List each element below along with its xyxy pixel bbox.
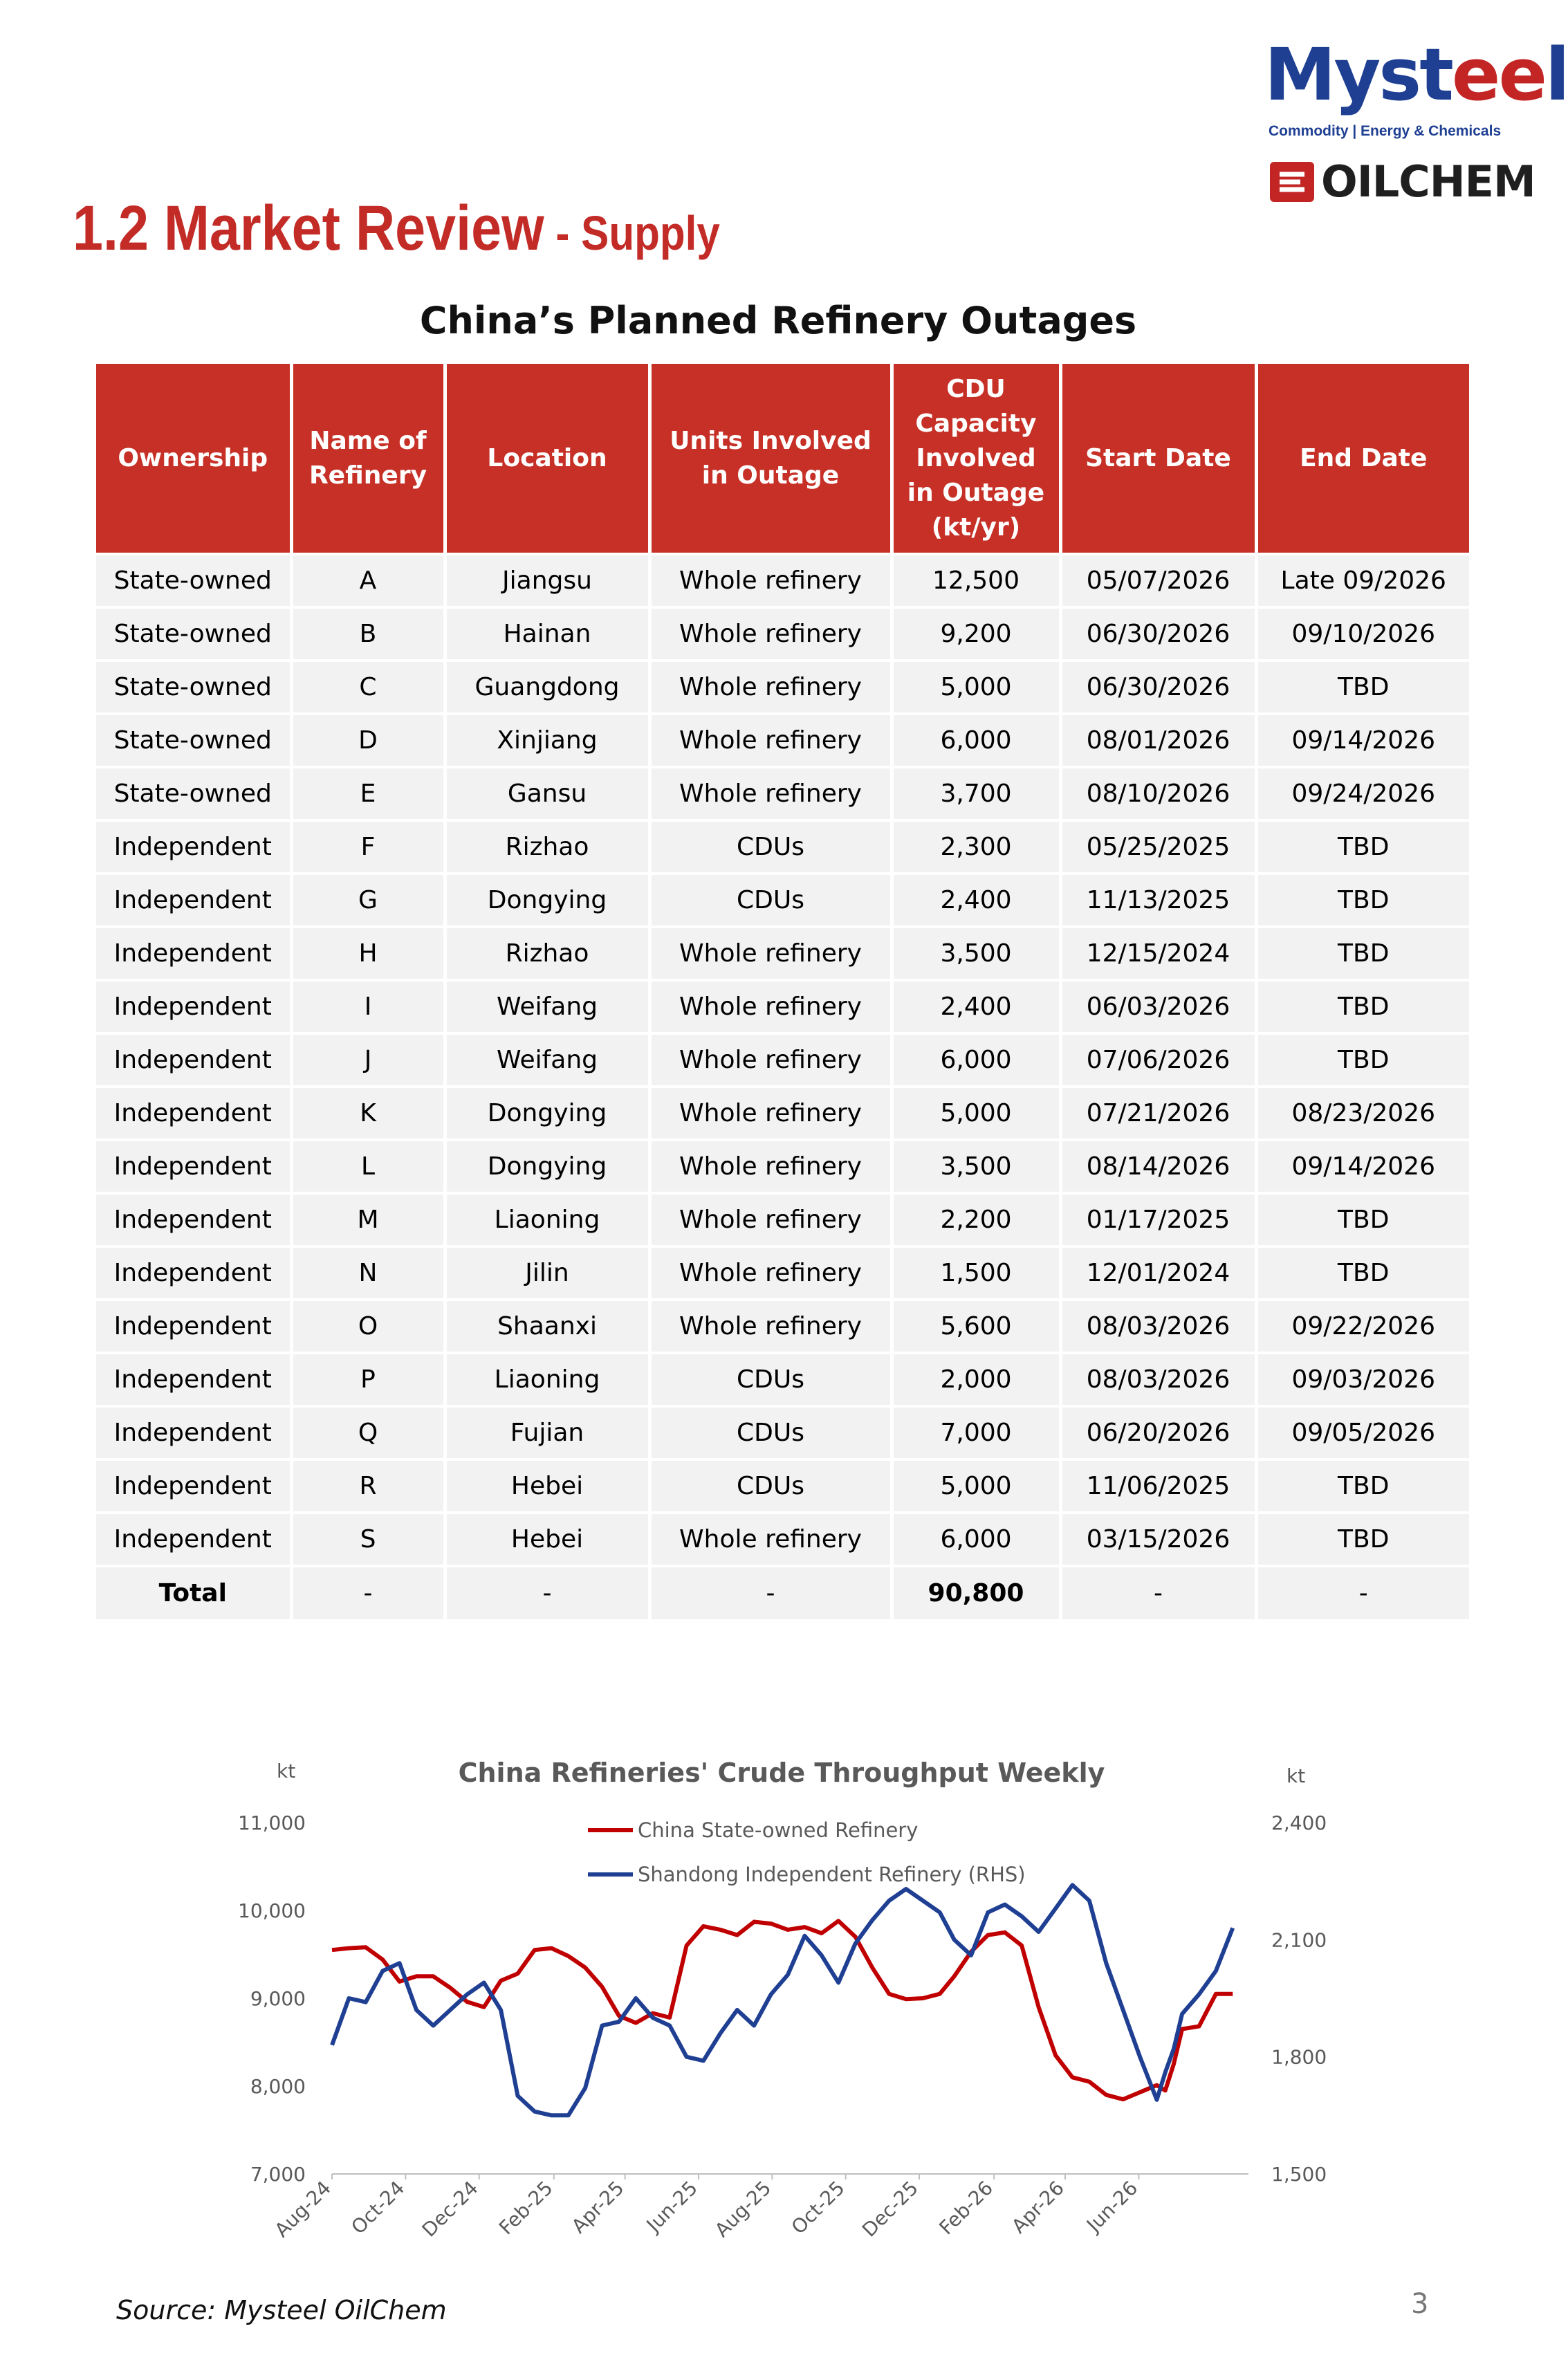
source-note: Source: Mysteel OilChem xyxy=(116,2295,447,2325)
table-cell: Whole refinery xyxy=(649,1033,892,1087)
table-cell: Independent xyxy=(96,1406,291,1459)
table-cell: Independent xyxy=(96,1140,291,1193)
table-title: China’s Planned Refinery Outages xyxy=(419,299,1137,342)
table-cell: Whole refinery xyxy=(649,714,892,767)
table-cell: G xyxy=(291,874,445,927)
total-cell: - xyxy=(1060,1566,1256,1619)
table-row xyxy=(96,714,1469,767)
table-cell: 7,000 xyxy=(892,1406,1060,1459)
table-row xyxy=(96,1513,1469,1566)
table-cell: 09/14/2026 xyxy=(1256,1140,1469,1193)
table-cell: 2,400 xyxy=(892,874,1060,927)
table-cell: State-owned xyxy=(96,661,291,714)
table-row xyxy=(96,1193,1469,1246)
table-cell: Independent xyxy=(96,980,291,1033)
table-cell: Independent xyxy=(96,1193,291,1246)
column-header: Location xyxy=(445,364,649,554)
column-header: End Date xyxy=(1256,364,1469,554)
table-cell: Whole refinery xyxy=(649,1513,892,1566)
x-tick-label: Aug-24 xyxy=(270,2176,335,2242)
table-cell: TBD xyxy=(1256,661,1469,714)
column-header: Start Date xyxy=(1060,364,1256,554)
table-row xyxy=(96,1300,1469,1353)
table-cell: Independent xyxy=(96,1246,291,1300)
table-cell: TBD xyxy=(1256,1193,1469,1246)
table-cell: 09/22/2026 xyxy=(1256,1300,1469,1353)
table-cell: Hainan xyxy=(445,607,649,661)
y-tick-label-left: 10,000 xyxy=(238,1899,306,1922)
table-cell: I xyxy=(291,980,445,1033)
company-logo xyxy=(1264,33,1568,207)
table-row xyxy=(96,1087,1469,1140)
x-tick-label: Feb-26 xyxy=(934,2176,998,2240)
table-cell: D xyxy=(291,714,445,767)
table-cell: Weifang xyxy=(445,980,649,1033)
table-cell: 5,000 xyxy=(892,1459,1060,1513)
table-cell: 09/10/2026 xyxy=(1256,607,1469,661)
table-row xyxy=(96,927,1469,980)
y-tick-label-left: 11,000 xyxy=(238,1812,306,1834)
table-cell: Jilin xyxy=(445,1246,649,1300)
table-cell: 06/30/2026 xyxy=(1060,607,1256,661)
table-cell: 05/25/2025 xyxy=(1060,820,1256,874)
series-line-state-owned xyxy=(332,1921,1233,2099)
table-cell: 9,200 xyxy=(892,607,1060,661)
table-cell: 06/03/2026 xyxy=(1060,980,1256,1033)
total-cell: 90,800 xyxy=(892,1566,1060,1619)
table-cell: 12/01/2024 xyxy=(1060,1246,1256,1300)
table-cell: Late 09/2026 xyxy=(1256,554,1469,607)
table-cell: Liaoning xyxy=(445,1353,649,1406)
x-tick-label: Jun-25 xyxy=(642,2176,702,2237)
total-cell: - xyxy=(1256,1566,1469,1619)
table-cell: Weifang xyxy=(445,1033,649,1087)
table-cell: Whole refinery xyxy=(649,1300,892,1353)
table-cell: TBD xyxy=(1256,820,1469,874)
table-cell: Hebei xyxy=(445,1513,649,1566)
table-cell: 05/07/2026 xyxy=(1060,554,1256,607)
table-row xyxy=(96,820,1469,874)
table-cell: 12/15/2024 xyxy=(1060,927,1256,980)
x-tick-label: Jun-26 xyxy=(1082,2176,1143,2237)
table-cell: 5,000 xyxy=(892,1087,1060,1140)
x-tick-label: Apr-25 xyxy=(566,2176,629,2238)
table-cell: 3,500 xyxy=(892,1140,1060,1193)
table-cell: Independent xyxy=(96,1513,291,1566)
table-cell: P xyxy=(291,1353,445,1406)
table-cell: 03/15/2026 xyxy=(1060,1513,1256,1566)
x-tick-label: Apr-26 xyxy=(1007,2176,1069,2238)
table-cell: O xyxy=(291,1300,445,1353)
table-cell: Fujian xyxy=(445,1406,649,1459)
table-cell: 09/24/2026 xyxy=(1256,767,1469,820)
table-row xyxy=(96,1459,1469,1513)
table-cell: 08/23/2026 xyxy=(1256,1087,1469,1140)
table-cell: 5,000 xyxy=(892,661,1060,714)
table-row xyxy=(96,767,1469,820)
table-cell: TBD xyxy=(1256,1033,1469,1087)
table-cell: Rizhao xyxy=(445,927,649,980)
y-tick-label-right: 2,100 xyxy=(1271,1928,1327,1952)
table-cell: 3,700 xyxy=(892,767,1060,820)
table-row xyxy=(96,554,1469,607)
table-cell: 11/13/2025 xyxy=(1060,874,1256,927)
table-cell: Xinjiang xyxy=(445,714,649,767)
table-cell: 08/01/2026 xyxy=(1060,714,1256,767)
table-cell: 5,600 xyxy=(892,1300,1060,1353)
table-cell: Independent xyxy=(96,820,291,874)
table-cell: 09/03/2026 xyxy=(1256,1353,1469,1406)
table-cell: State-owned xyxy=(96,554,291,607)
chart-title: China Refineries' Crude Throughput Weekly xyxy=(458,1758,1105,1788)
legend-label: Shandong Independent Refinery (RHS) xyxy=(638,1863,1026,1886)
table-cell: Independent xyxy=(96,1087,291,1140)
page-title: 1.2 Market Review - Supply xyxy=(73,193,720,264)
oilchem-logo xyxy=(1270,158,1535,206)
table-cell: 08/03/2026 xyxy=(1060,1300,1256,1353)
table-cell: 12,500 xyxy=(892,554,1060,607)
table-cell: CDUs xyxy=(649,874,892,927)
table-row xyxy=(96,1033,1469,1087)
table-cell: 2,300 xyxy=(892,820,1060,874)
table-cell: TBD xyxy=(1256,1246,1469,1300)
total-cell: - xyxy=(445,1566,649,1619)
table-cell: Whole refinery xyxy=(649,607,892,661)
total-cell: - xyxy=(649,1566,892,1619)
table-cell: 3,500 xyxy=(892,927,1060,980)
x-tick-label: Dec-25 xyxy=(858,2176,923,2242)
table-cell: 09/14/2026 xyxy=(1256,714,1469,767)
table-cell: Liaoning xyxy=(445,1193,649,1246)
table-cell: Whole refinery xyxy=(649,980,892,1033)
table-cell: 01/17/2025 xyxy=(1060,1193,1256,1246)
table-cell: C xyxy=(291,661,445,714)
table-cell: Whole refinery xyxy=(649,1246,892,1300)
table-cell: CDUs xyxy=(649,1406,892,1459)
table-row xyxy=(96,661,1469,714)
table-cell: K xyxy=(291,1087,445,1140)
logo-wordmark: Mysteel xyxy=(1264,33,1568,117)
y-tick-label-right: 1,800 xyxy=(1271,2045,1327,2069)
table-cell: N xyxy=(291,1246,445,1300)
throughput-chart xyxy=(228,1750,1390,2289)
table-cell: Whole refinery xyxy=(649,554,892,607)
y-tick-label-right: 2,400 xyxy=(1271,1812,1327,1834)
column-header: CDU Capacity Involved in Outage (kt/yr) xyxy=(892,364,1060,554)
table-cell: Independent xyxy=(96,874,291,927)
table-cell: 1,500 xyxy=(892,1246,1060,1300)
table-cell: 06/30/2026 xyxy=(1060,661,1256,714)
table-header-row xyxy=(96,364,1469,554)
table-row xyxy=(96,874,1469,927)
table-row xyxy=(96,980,1469,1033)
table-cell: Hebei xyxy=(445,1459,649,1513)
table-cell: Dongying xyxy=(445,1087,649,1140)
table-cell: TBD xyxy=(1256,1513,1469,1566)
table-cell: TBD xyxy=(1256,874,1469,927)
table-cell: TBD xyxy=(1256,1459,1469,1513)
table-cell: CDUs xyxy=(649,820,892,874)
table-cell: Q xyxy=(291,1406,445,1459)
table-cell: L xyxy=(291,1140,445,1193)
table-cell: R xyxy=(291,1459,445,1513)
table-cell: Independent xyxy=(96,1033,291,1087)
table-cell: 08/03/2026 xyxy=(1060,1353,1256,1406)
table-cell: 06/20/2026 xyxy=(1060,1406,1256,1459)
y-axis-unit-left: kt xyxy=(277,1760,296,1782)
table-cell: State-owned xyxy=(96,607,291,661)
table-cell: 6,000 xyxy=(892,1513,1060,1566)
table-row xyxy=(96,1140,1469,1193)
table-cell: Dongying xyxy=(445,1140,649,1193)
y-tick-label-left: 8,000 xyxy=(250,2075,306,2098)
table-cell: Whole refinery xyxy=(649,1193,892,1246)
table-row xyxy=(96,1353,1469,1406)
table-cell: E xyxy=(291,767,445,820)
total-cell: Total xyxy=(96,1566,291,1619)
table-cell: Independent xyxy=(96,927,291,980)
table-cell: CDUs xyxy=(649,1353,892,1406)
y-tick-label-left: 7,000 xyxy=(250,2163,306,2186)
table-cell: 6,000 xyxy=(892,1033,1060,1087)
table-cell: State-owned xyxy=(96,767,291,820)
column-header: Name of Refinery xyxy=(291,364,445,554)
table-cell: Whole refinery xyxy=(649,1140,892,1193)
total-cell: - xyxy=(291,1566,445,1619)
table-cell: J xyxy=(291,1033,445,1087)
table-cell: Whole refinery xyxy=(649,661,892,714)
table-cell: 09/05/2026 xyxy=(1256,1406,1469,1459)
table-cell: 07/21/2026 xyxy=(1060,1087,1256,1140)
table-cell: Independent xyxy=(96,1353,291,1406)
x-tick-label: Oct-24 xyxy=(347,2176,409,2239)
table-cell: 2,400 xyxy=(892,980,1060,1033)
x-tick-label: Oct-25 xyxy=(786,2176,849,2239)
page-number: 3 xyxy=(1411,2288,1429,2320)
table-cell: Shaanxi xyxy=(445,1300,649,1353)
table-cell: 07/06/2026 xyxy=(1060,1033,1256,1087)
y-tick-label-right: 1,500 xyxy=(1271,2163,1327,2186)
table-cell: 6,000 xyxy=(892,714,1060,767)
table-row xyxy=(96,1246,1469,1300)
x-tick-label: Aug-25 xyxy=(710,2176,776,2242)
column-header: Units Involved in Outage xyxy=(649,364,892,554)
total-row xyxy=(96,1566,1469,1619)
table-cell: Independent xyxy=(96,1459,291,1513)
table-cell: Whole refinery xyxy=(649,927,892,980)
table-cell: 2,200 xyxy=(892,1193,1060,1246)
logo-subbrand: OILCHEM xyxy=(1321,156,1535,207)
table-cell: 11/06/2025 xyxy=(1060,1459,1256,1513)
table-cell: S xyxy=(291,1513,445,1566)
table-cell: 08/10/2026 xyxy=(1060,767,1256,820)
column-header: Ownership xyxy=(96,364,291,554)
table-cell: CDUs xyxy=(649,1459,892,1513)
table-cell: H xyxy=(291,927,445,980)
table-cell: TBD xyxy=(1256,980,1469,1033)
table-cell: Independent xyxy=(96,1300,291,1353)
table-cell: M xyxy=(291,1193,445,1246)
table-cell: Jiangsu xyxy=(445,554,649,607)
table-cell: Rizhao xyxy=(445,820,649,874)
table-cell: Dongying xyxy=(445,874,649,927)
table-row xyxy=(96,607,1469,661)
table-cell: A xyxy=(291,554,445,607)
table-cell: B xyxy=(291,607,445,661)
table-cell: 08/14/2026 xyxy=(1060,1140,1256,1193)
legend-label: China State-owned Refinery xyxy=(638,1818,919,1842)
y-axis-unit-right: kt xyxy=(1286,1764,1306,1787)
table-body xyxy=(96,554,1469,1619)
x-tick-label: Feb-25 xyxy=(495,2176,557,2240)
refinery-outages-table xyxy=(96,364,1469,1619)
table-row xyxy=(96,1406,1469,1459)
table-cell: Whole refinery xyxy=(649,767,892,820)
table-cell: Gansu xyxy=(445,767,649,820)
logo-tagline: Commodity | Energy & Chemicals xyxy=(1269,123,1502,139)
oilchem-mark-icon xyxy=(1270,162,1314,202)
y-tick-label-left: 9,000 xyxy=(250,1987,306,2010)
table-cell: TBD xyxy=(1256,927,1469,980)
table-cell: 2,000 xyxy=(892,1353,1060,1406)
x-tick-label: Dec-24 xyxy=(417,2176,483,2242)
table-cell: F xyxy=(291,820,445,874)
chart-canvas xyxy=(228,1750,1390,2289)
table-cell: Whole refinery xyxy=(649,1087,892,1140)
table-cell: State-owned xyxy=(96,714,291,767)
table-cell: Guangdong xyxy=(445,661,649,714)
